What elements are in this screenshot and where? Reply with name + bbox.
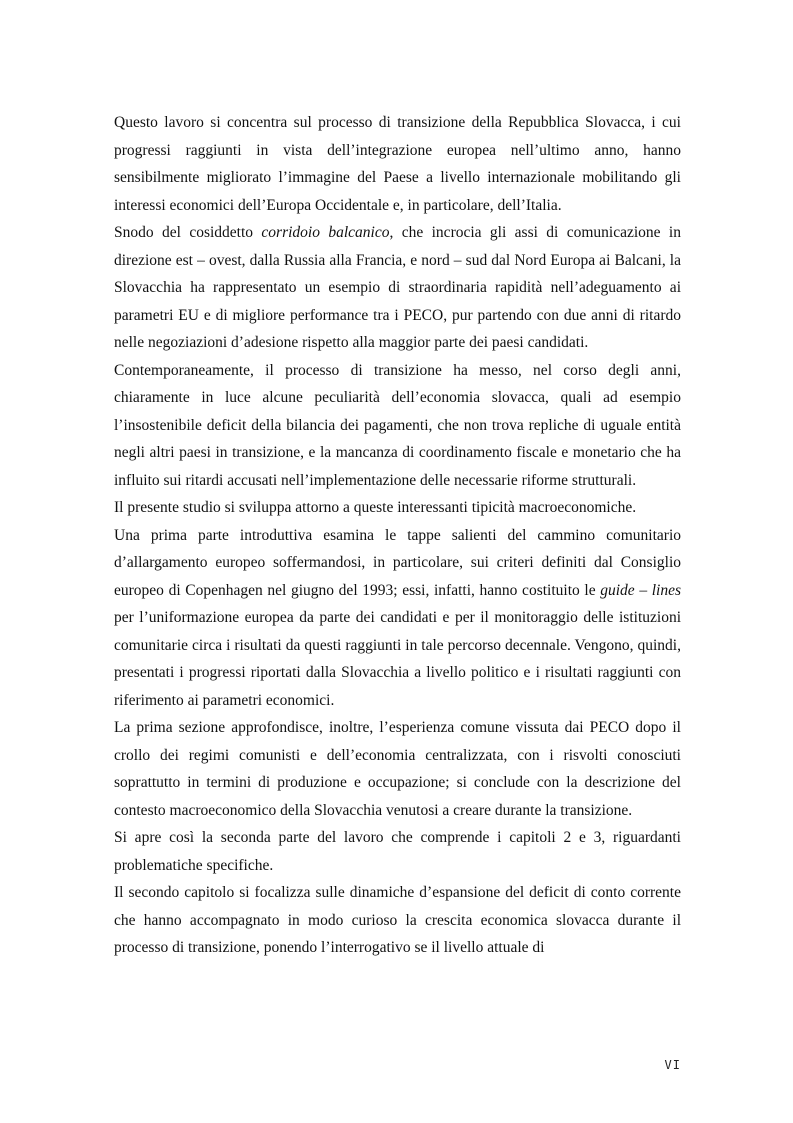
paragraph-6: La prima sezione approfondisce, inoltre, l’esperienza comune vissuta dai PECO dopo il crollo dei regimi comunisti e dell’economia centralizzata, con i risvolti conosciuti soprattutto in termini di produzione e occupazione; si conclude con la descrizione del contesto macroeconomico della Slovacchia venutosi a creare durante la transizione. [114, 719, 681, 819]
paragraph-5-post: per l’uniformazione europea da parte dei candidati e per il monitoraggio delle istituzioni comunitarie circa i risultati da questi raggiunti in tale percorso decennale. Vengono, quindi, presentati i progressi riportati dalla Slovacchia a livello politico e i risultati raggiunti con riferimento ai parametri economici. [114, 609, 681, 709]
paragraph-1: Questo lavoro si concentra sul processo di transizione della Repubblica Slovacca, i cui progressi raggiunti in vista dell’integrazione europea nell’ultimo anno, hanno sensibilmente migliorato l’immagine del Paese a livello internazionale mobilitando gli interessi economici dell’Europa Occidentale e, in particolare, dell’Italia. [114, 114, 681, 214]
paragraph-3: Contemporaneamente, il processo di transizione ha messo, nel corso degli anni, chiaramente in luce alcune peculiarità dell’economia slovacca, quali ad esempio l’insostenibile deficit della bilancia dei pagamenti, che non trova repliche di uguale entità negli altri paesi in transizione, e la mancanza di coordinamento fiscale e monetario che ha influito sui ritardi accusati nell’implementazione delle necessarie riforme strutturali. [114, 361, 681, 489]
paragraph-8: Il secondo capitolo si focalizza sulle dinamiche d’espansione del deficit di conto corrente che hanno accompagnato in modo curioso la crescita economica slovacca durante il processo di transizione, ponendo l’interrogativo se il livello attuale di [114, 884, 681, 956]
paragraph-2 [114, 219, 681, 357]
page-number: VI [664, 1058, 681, 1072]
paragraph-2-pre: Snodo del cosiddetto [114, 224, 262, 241]
paragraph-7: Si apre così la seconda parte del lavoro che comprende i capitoli 2 e 3, riguardanti problematiche specifiche. [114, 829, 681, 874]
paragraph-5-pre: Una prima parte introduttiva esamina le tappe salienti del cammino comunitario d’allargamento europeo soffermandosi, in particolare, sui criteri definiti dal Consiglio europeo di Copenhagen nel giugno del 1993; essi, infatti, hanno costituito le [114, 526, 681, 599]
paragraph-5-emphasis: guide – lines [600, 581, 681, 599]
body-text [114, 109, 681, 962]
paragraph-2-emphasis: corridoio balcanico [261, 224, 390, 241]
paragraph-2-post: , che incrocia gli assi di comunicazione in direzione est – ovest, dalla Russia alla Francia, e nord – sud dal Nord Europa ai Balcani, la Slovacchia ha rappresentato un esempio di straordinaria rapidità nell’adeguamento ai parametri EU e di migliore performance tra i PECO, pur partendo con due anni di ritardo nelle negoziazioni d’adesione rispetto alla maggior parte dei paesi candidati. [114, 224, 681, 351]
paragraph-4: Il presente studio si sviluppa attorno a queste interessanti tipicità macroeconomiche. [114, 499, 637, 516]
paragraph-5 [114, 522, 681, 715]
